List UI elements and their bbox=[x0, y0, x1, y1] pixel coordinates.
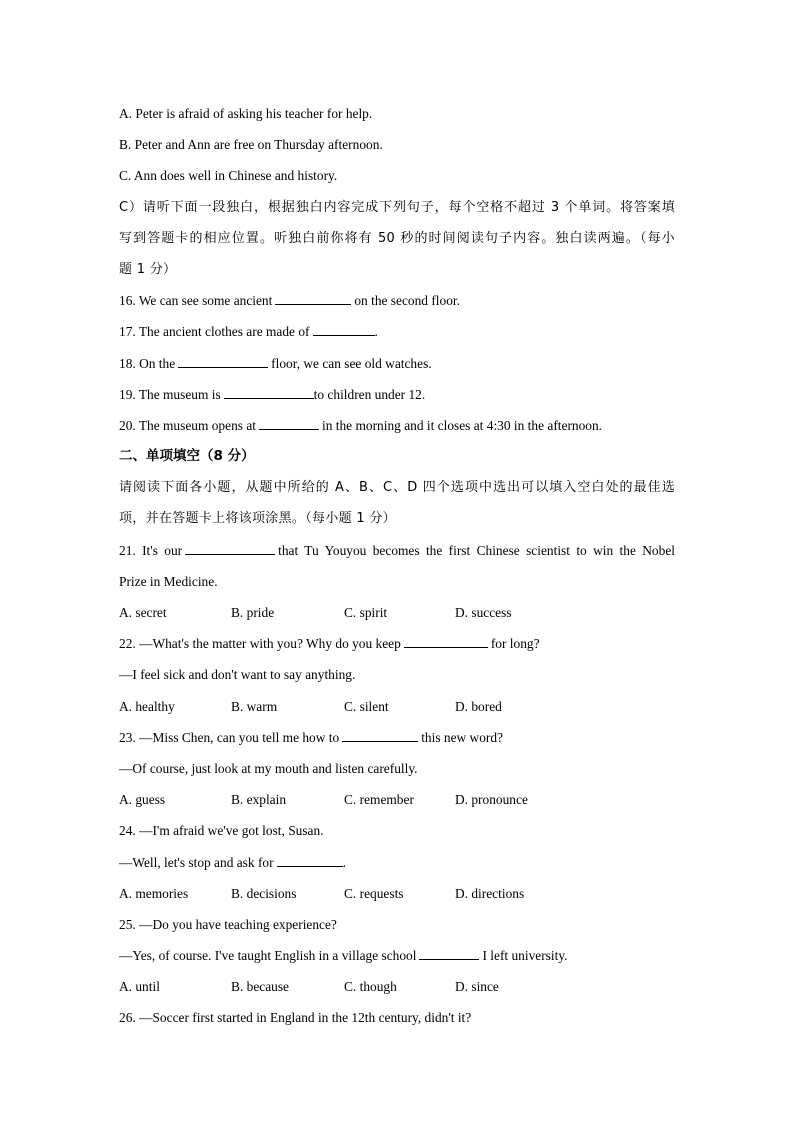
fill-item-text: 19. The museum is bbox=[119, 386, 221, 402]
answer-blank bbox=[178, 355, 268, 368]
option-b: B. because bbox=[231, 979, 290, 995]
section-c-instruction: 写到答题卡的相应位置。听独白前你将有 50 秒的时间阅读句子内容。独白读两遍。（每小 bbox=[119, 230, 675, 246]
question-text: 22. —What's the matter with you? Why do you keep bbox=[119, 636, 401, 652]
option-line: C. Ann does well in Chinese and history. bbox=[119, 168, 338, 184]
fill-item-18 bbox=[119, 348, 675, 379]
option-line: B. Peter and Ann are free on Thursday afternoon. bbox=[119, 137, 383, 153]
answer-blank bbox=[224, 386, 314, 399]
fill-item-text: 18. On the bbox=[119, 355, 176, 371]
answer-blank bbox=[404, 635, 488, 648]
section-instruction: 项，并在答题卡上将该项涂黑。（每小题 1 分） bbox=[119, 511, 396, 527]
fill-item-text: on the second floor. bbox=[354, 293, 460, 309]
question-text-cont: Prize in Medicine. bbox=[119, 573, 218, 589]
question-text: I left university. bbox=[482, 948, 568, 964]
question-text: 21. It's our bbox=[119, 542, 183, 558]
option-d: D. pronounce bbox=[455, 792, 528, 808]
option-line: A. Peter is afraid of asking his teacher for help. bbox=[119, 106, 373, 121]
fill-item-text: . bbox=[374, 324, 378, 340]
question-24: 24. —I'm afraid we've got lost, Susan. bbox=[119, 823, 324, 839]
option-c: C. silent bbox=[344, 698, 389, 714]
option-c: C. remember bbox=[344, 792, 414, 808]
fill-item-text: to children under 12. bbox=[313, 386, 426, 402]
answer-blank bbox=[185, 542, 275, 555]
answer-blank bbox=[419, 947, 479, 960]
exam-page bbox=[119, 98, 675, 1034]
option-b: B. pride bbox=[231, 605, 275, 620]
fill-item-text: floor, we can see old watches. bbox=[271, 355, 432, 371]
fill-item-text: 17. The ancient clothes are made of bbox=[119, 324, 310, 340]
option-d: D. success bbox=[455, 605, 512, 620]
fill-item-20 bbox=[119, 410, 675, 441]
answer-blank bbox=[313, 323, 375, 336]
answer-blank bbox=[275, 292, 351, 305]
option-c: C. spirit bbox=[344, 605, 388, 620]
option-b: B. explain bbox=[231, 792, 287, 808]
option-a: A. memories bbox=[119, 885, 189, 901]
options-row bbox=[119, 784, 675, 815]
question-reply: —I feel sick and don't want to say anything. bbox=[119, 667, 356, 683]
question-text: 23. —Miss Chen, can you tell me how to bbox=[119, 729, 340, 745]
fill-item-16 bbox=[119, 285, 675, 316]
question-21 bbox=[119, 535, 675, 566]
option-a: A. healthy bbox=[119, 698, 175, 714]
question-reply: —Of course, just look at my mouth and listen carefully. bbox=[119, 760, 418, 776]
question-text: . bbox=[342, 854, 346, 870]
question-reply bbox=[119, 847, 675, 878]
question-text: that Tu Youyou becomes the first Chinese scientist to win the Nobel bbox=[278, 542, 675, 558]
question-25: 25. —Do you have teaching experience? bbox=[119, 916, 337, 932]
fill-item-text: 20. The museum opens at bbox=[119, 417, 256, 433]
option-d: D. bored bbox=[455, 698, 502, 714]
question-23 bbox=[119, 722, 675, 753]
fill-item-19 bbox=[119, 379, 675, 410]
question-text: for long? bbox=[490, 636, 540, 652]
answer-blank bbox=[259, 417, 319, 430]
option-a: A. guess bbox=[119, 792, 166, 808]
option-b: B. decisions bbox=[231, 885, 297, 901]
option-c: C. requests bbox=[344, 885, 404, 901]
question-26: 26. —Soccer first started in England in the 12th century, didn't it? bbox=[119, 1010, 472, 1026]
fill-item-17 bbox=[119, 316, 675, 347]
options-row bbox=[119, 971, 675, 1002]
section-c-instruction: C）请听下面一段独白，根据独白内容完成下列句子，每个空格不超过 3 个单词。将答案填 bbox=[119, 199, 675, 215]
section-c-instruction: 题 1 分） bbox=[119, 261, 177, 277]
options-row bbox=[119, 691, 675, 722]
option-c: C. though bbox=[344, 979, 397, 995]
fill-item-text: 16. We can see some ancient bbox=[119, 293, 273, 309]
option-a: A. until bbox=[119, 979, 160, 995]
options-row bbox=[119, 597, 675, 628]
answer-blank bbox=[277, 854, 343, 867]
question-text: this new word? bbox=[421, 729, 504, 745]
section-instruction: 请阅读下面各小题，从题中所给的 A、B、C、D 四个选项中选出可以填入空白处的最佳选 bbox=[119, 480, 675, 496]
option-a: A. secret bbox=[119, 605, 167, 620]
option-d: D. directions bbox=[455, 885, 525, 901]
question-reply bbox=[119, 940, 675, 971]
answer-blank bbox=[342, 729, 418, 742]
options-row bbox=[119, 878, 675, 909]
option-b: B. warm bbox=[231, 698, 278, 714]
question-text: —Well, let's stop and ask for bbox=[119, 854, 274, 870]
section-heading: 二、单项填空（8 分） bbox=[119, 448, 255, 465]
question-text: —Yes, of course. I've taught English in a village school bbox=[119, 948, 417, 964]
option-d: D. since bbox=[455, 979, 499, 995]
question-22 bbox=[119, 628, 675, 659]
fill-item-text: in the morning and it closes at 4:30 in the afternoon. bbox=[322, 417, 603, 433]
